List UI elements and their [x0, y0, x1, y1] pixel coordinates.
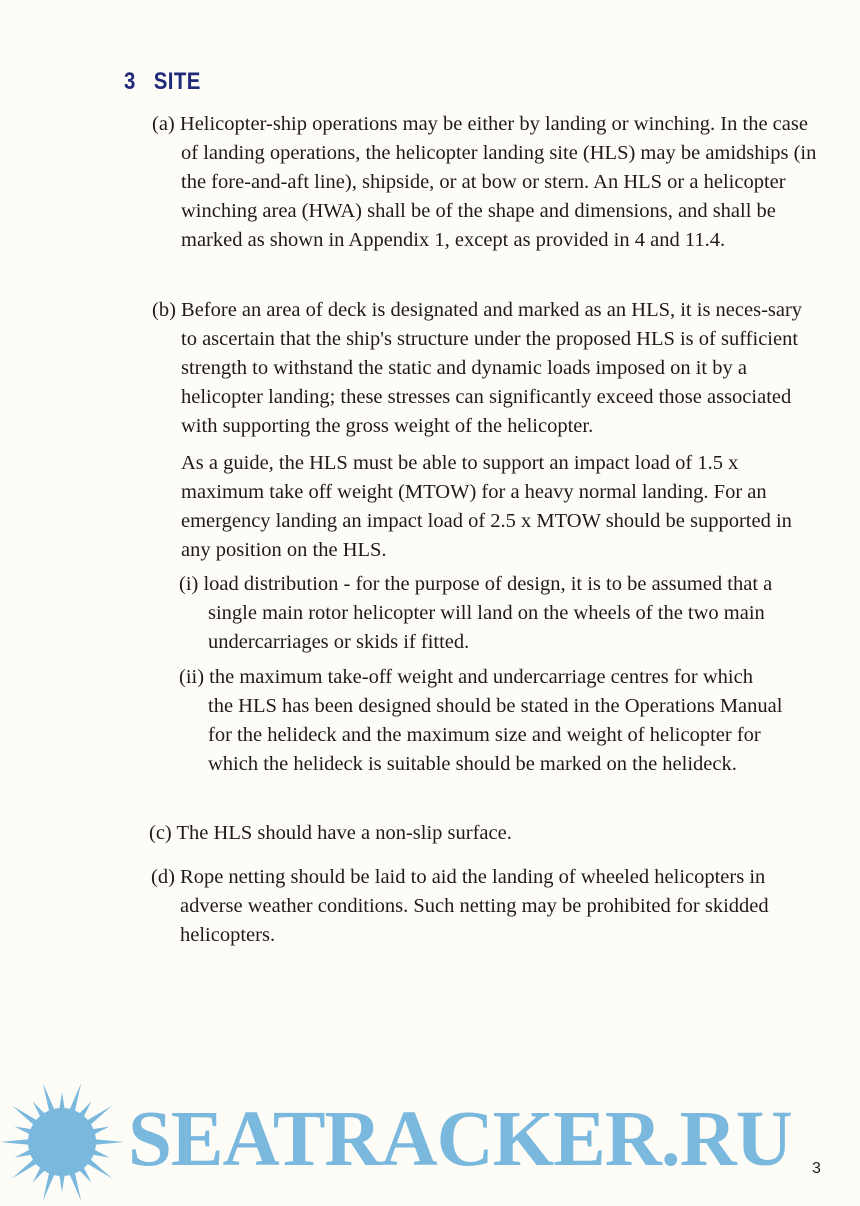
- paragraph-a-text: Helicopter-ship operations may be either by landing or winching. In the case of landing operations, the helicopter landing site (HLS) may be amidships (in the fore-and-aft line), shipside, or at bow or stern. An HLS or a helicopter winching area (HWA) shall be of the shape and dimensions, and shall be marked as shown in Appendix 1, except as provided in 4 and 11.4.: [179, 113, 817, 251]
- sun-ray: [43, 1171, 55, 1201]
- sun-ray: [91, 1127, 109, 1135]
- section-number: 3: [124, 68, 136, 95]
- paragraph-a-label: (a): [152, 113, 175, 135]
- paragraph-b: [152, 296, 821, 441]
- paragraph-d: [151, 863, 825, 950]
- paragraph-b-text: Before an area of deck is designated and marked as an HLS, it is neces-sary to ascertain that the ship's structure under the proposed HLS is of sufficient strength to withstand the static and dynamic loads imposed on it by a helicopter landing; these stresses can significantly exceed those associated with supporting the gross weight of the helicopter.: [181, 299, 803, 437]
- sun-ray: [59, 1092, 65, 1110]
- sun-ray: [12, 1158, 38, 1178]
- sun-ray: [91, 1149, 109, 1157]
- sun-ray: [94, 1139, 124, 1145]
- sun-ray: [43, 1083, 55, 1113]
- paragraph-a: [152, 110, 826, 255]
- paragraph-b-label: (b): [152, 299, 176, 321]
- sun-ray: [14, 1127, 32, 1135]
- sun-ray: [0, 1139, 30, 1145]
- sun-ray: [78, 1166, 91, 1182]
- sun-ray: [12, 1106, 38, 1126]
- paragraph-d-label: (d): [151, 866, 175, 888]
- subparagraph-b-ii-label: (ii): [179, 666, 205, 688]
- paragraph-c: [149, 819, 823, 848]
- sun-ray: [14, 1149, 32, 1157]
- sun-ray: [86, 1106, 112, 1126]
- sun-ray: [69, 1083, 81, 1113]
- subparagraph-b-ii: [179, 663, 783, 779]
- sun-ray: [86, 1158, 112, 1178]
- section-title: SITE: [153, 68, 201, 95]
- paragraph-c-text: The HLS should have a non-slip surface.: [176, 822, 512, 844]
- subparagraph-b-i-label: (i): [179, 573, 199, 595]
- watermark-text: SEATRACKER.RU: [128, 1096, 792, 1183]
- subparagraph-b-ii-text: the maximum take-off weight and undercarriage centres for which the HLS has been designed should be stated in the Operations Manual for the helideck and the maximum size and weight of helicopter for which the helideck is suitable should be marked on the helideck.: [208, 666, 783, 775]
- page-number: 3: [812, 1160, 821, 1177]
- section-heading: [124, 68, 201, 96]
- sun-ray: [33, 1102, 46, 1118]
- sun-ray: [33, 1166, 46, 1182]
- paragraph-b-guide: As a guide, the HLS must be able to support an impact load of 1.5 x maximum take off weight (MTOW) for a heavy normal landing. For an emergency landing an impact load of 2.5 x MTOW should be supported in any position on the HLS.: [181, 452, 792, 561]
- sun-ray: [78, 1102, 91, 1118]
- subparagraph-b-i: [179, 570, 826, 657]
- paragraph-d-text: Rope netting should be laid to aid the landing of wheeled helicopters in adverse weather conditions. Such netting may be prohibited for skidded helicopters.: [180, 866, 769, 946]
- sun-ray: [69, 1171, 81, 1201]
- paragraph-c-label: (c): [149, 822, 172, 844]
- subparagraph-b-i-text: load distribution - for the purpose of design, it is to be assumed that a single main rotor helicopter will land on the wheels of the two main undercarriages or skids if fitted.: [203, 573, 773, 653]
- sun-ray: [59, 1174, 65, 1192]
